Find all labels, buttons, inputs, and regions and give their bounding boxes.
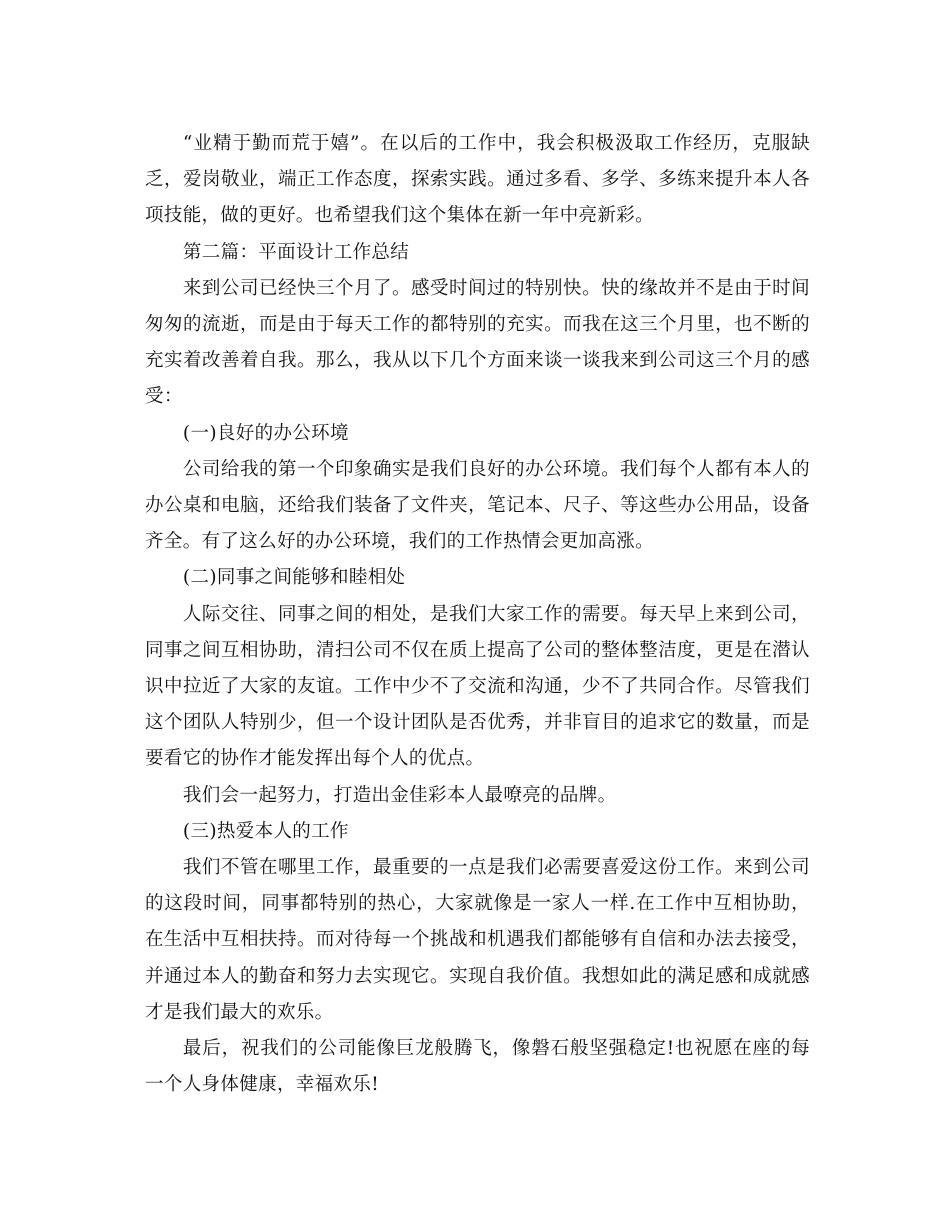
- paragraph-brand: 我们会一起努力，打造出金佳彩本人最嘹亮的品牌。: [182, 784, 617, 806]
- paragraph-intro: 来到公司已经快三个月了。感受时间过的特别快。快的缘故并不是由于时间匆匆的流逝，而是由于每天工作的都特别的充实。而我在这三个月里，也不断的充实着改善着自我。那么，我从以下几个方面来谈一谈我来到公司这三个月的感受：: [145, 277, 810, 408]
- document-body: [145, 126, 810, 1103]
- section-title-part-two: 第二篇：平面设计工作总结: [182, 241, 410, 263]
- paragraph-colleagues: 人际交往、同事之间的相处，是我们大家工作的需要。每天早上来到公司，同事之间互相协助，清扫公司不仅在质上提高了公司的整体整洁度，更是在潜认识中拉近了大家的友谊。工作中少不了交流和沟通，少不了共同合作。尽管我们这个团队人特别少，但一个设计团队是否优秀，并非盲目的追求它的数量，而是要看它的协作才能发挥出每个人的优点。: [145, 603, 810, 770]
- subheading-love-work: (三)热爱本人的工作: [182, 820, 349, 842]
- subheading-colleagues: (二)同事之间能够和睦相处: [182, 567, 406, 589]
- paragraph-closing-motto: “业精于勤而荒于嬉”。在以后的工作中，我会积极汲取工作经历，克服缺乏，爱岗敬业，端正工作态度，探索实践。通过多看、多学、多练来提升本人各项技能，做的更好。也希望我们这个集体在新一年中亮新彩。: [145, 133, 810, 227]
- subheading-office-environment: (一)良好的办公环境: [182, 422, 349, 444]
- paragraph-office-environment: 公司给我的第一个印象确实是我们良好的办公环境。我们每个人都有本人的办公桌和电脑，还给我们装备了文件夹，笔记本、尺子、等这些办公用品，设备齐全。有了这么好的办公环境，我们的工作热情会更加高涨。: [145, 458, 810, 553]
- paragraph-love-work: 我们不管在哪里工作，最重要的一点是我们必需要喜爱这份工作。来到公司的这段时间，同事都特别的热心，大家就像是一家人一样.在工作中互相协助，在生活中互相扶持。而对待每一个挑战和机遇我们都能够有自信和办法去接受，并通过本人的勤奋和努力去实现它。实现自我价值。我想如此的满足感和成就感才是我们最大的欢乐。: [145, 857, 810, 1023]
- paragraph-final-wishes: 最后，祝我们的公司能像巨龙般腾飞，像磐石般坚强稳定!也祝愿在座的每一个人身体健康，幸福欢乐!: [145, 1038, 810, 1096]
